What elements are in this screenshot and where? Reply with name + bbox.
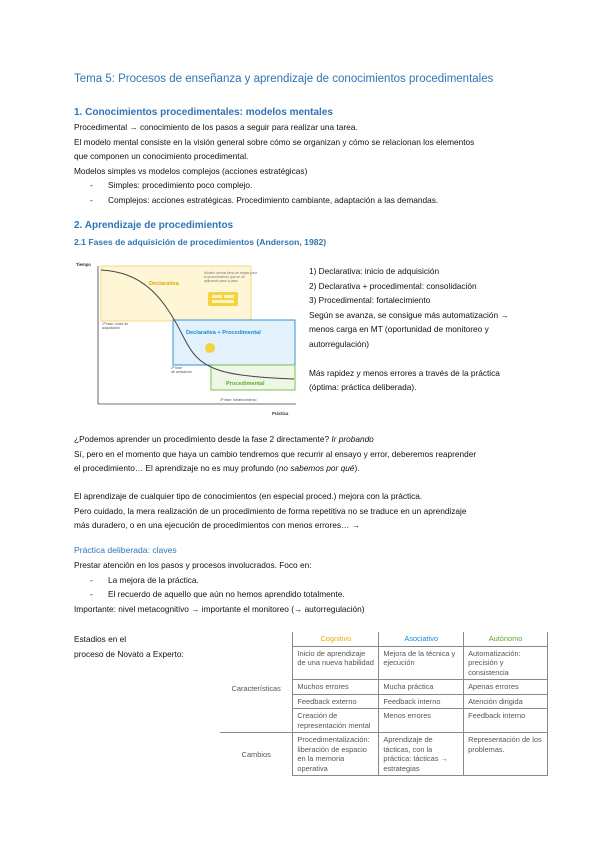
- note-left-1: 1ª fase: inicio de: [102, 322, 129, 326]
- para-procedimental: Procedimental → conocimiento de los pasos a seguir para realizar una tarea.: [74, 122, 358, 132]
- pd-importante: Importante: nivel metacognitivo → importante el monitoreo (→ autorregulación): [74, 603, 365, 614]
- answer-2c: ).: [354, 463, 360, 473]
- stages-title-2: proceso de Novato a Experto:: [74, 648, 184, 659]
- phase-2: 2) Declarativa + procedimental: consolidación: [309, 280, 477, 291]
- cell: Aprendizaje de tácticas, con la práctica: tácticas → estrategias: [379, 733, 464, 776]
- cell: Mucha práctica: [379, 680, 464, 695]
- cell: Representación de los problemas.: [464, 733, 548, 776]
- para-modelo-mental-b: que componen un conocimiento procedimental.: [74, 151, 249, 161]
- phase-3: 3) Procedimental: fortalecimiento: [309, 295, 431, 305]
- row-header-cambios: Cambios: [220, 733, 293, 776]
- para-modelos: Modelos simples vs modelos complejos (acciones estratégicas): [74, 165, 308, 176]
- pd-bullet-1: - La mejora de la práctica.: [74, 573, 526, 588]
- cell: Menos errores: [379, 709, 464, 733]
- row-header-caracteristicas: Características: [220, 646, 293, 733]
- cell: Creación de representación mental: [293, 709, 379, 733]
- box-procedimental-label: Procedimental: [226, 381, 265, 387]
- box-declarativa-label: Declarativa: [149, 281, 179, 287]
- cell: Feedback interno: [379, 694, 464, 709]
- answer-2a: el procedimiento… El aprendizaje no es muy profundo (: [74, 463, 279, 473]
- anderson-phases-chart: [74, 258, 304, 418]
- bullet-complejos: - Complejos: acciones estratégicas. Procedimiento cambiante, adaptación a las demandas.: [74, 193, 526, 208]
- section-2-heading: 2. Aprendizaje de procedimientos: [74, 220, 234, 231]
- practice-2: Pero cuidado, la mera realización de un procedimiento de forma repetitiva no se traduce en un aprendizaje: [74, 505, 467, 516]
- answer-1: Sí, pero en el momento que haya un cambio tendremos que recurrir al ensayo y error, deberemos reaprender: [74, 448, 477, 459]
- phase-1: 1) Declarativa: inicio de adquisición: [309, 266, 440, 276]
- question-text: ¿Podemos aprender un procedimiento desde la fase 2 directamente?: [74, 434, 332, 444]
- practice-1: El aprendizaje de cualquier tipo de conocimientos (en especial proced.) mejora con la práctica.: [74, 491, 423, 501]
- note-top-2: el procedimiento que se va: [204, 275, 245, 279]
- stages-title-1: Estadios en el: [74, 634, 127, 644]
- header-asociativo: Asociativo: [379, 632, 464, 646]
- advance-1: Según se avanza, se consigue más automatización →: [309, 309, 509, 320]
- rapidez-1: Más rapidez y menos errores a través de la práctica: [309, 367, 500, 378]
- note-top-3: aplicando paso a paso: [204, 279, 238, 283]
- advance-3: autorregulación): [309, 338, 369, 349]
- cell: Muchos errores: [293, 680, 379, 695]
- note-left-2b: de activación: [171, 370, 192, 374]
- practice-3: más duradero, o en una ejecución de procedimientos con menos errores… →: [74, 520, 360, 530]
- note-top: Modelo mental lleno de reglas para: [204, 271, 257, 275]
- practica-deliberada-heading: Práctica deliberada: claves: [74, 545, 177, 555]
- pd-bullet-2: - El recuerdo de aquello que aún no hemos aprendido totalmente.: [74, 587, 526, 602]
- practica-deliberada-body: [74, 558, 526, 616]
- box-decl-proc-label: Declarativa + Procedimental: [186, 330, 261, 336]
- question-block: [74, 432, 526, 476]
- cell: Procedimentalización: liberación de espacio en la memoria operativa: [293, 733, 379, 776]
- pd-intro: Prestar atención en los pasos y procesos involucrados. Foco en:: [74, 560, 312, 570]
- cell: Automatización: precisión y consistencia: [464, 646, 548, 680]
- cell: Feedback externo: [293, 694, 379, 709]
- stages-table: [220, 632, 548, 776]
- box-decl-proc: [173, 320, 295, 365]
- para-modelo-mental-a: El modelo mental consiste en la visión general sobre cómo se organizan y cómo se relacionan los elementos: [74, 136, 475, 147]
- header-autonomo: Autónomo: [464, 632, 548, 646]
- header-cognitivo: Cognitivo: [293, 632, 379, 646]
- answer-2: [74, 461, 526, 476]
- section-1-heading: 1. Conocimientos procedimentales: modelos mentales: [74, 107, 333, 118]
- chart-ylabel: Tiempo: [76, 262, 91, 267]
- answer-2b: no sabemos por qué: [278, 463, 355, 473]
- question-italic: Ir probando: [331, 434, 374, 444]
- cell: Feedback interno: [464, 709, 548, 733]
- note-left-2: 2ª fase: [171, 366, 183, 370]
- rapidez-2: (óptima: práctica deliberada).: [309, 382, 417, 392]
- section-1-body: [74, 120, 526, 207]
- chart-xlabel: Práctica: [272, 411, 289, 416]
- stages-title: [74, 632, 184, 661]
- cell: Atención dirigida: [464, 694, 548, 709]
- note-bottom: 3ª fase: fortalecimiento: [220, 398, 257, 402]
- phases-list: [309, 264, 534, 395]
- bullet-simples: - Simples: procedimiento poco complejo.: [74, 178, 526, 193]
- cell: Apenas errores: [464, 680, 548, 695]
- cell: Inicio de aprendizaje de una nueva habilidad: [293, 646, 379, 680]
- note-left-1b: adquisición: [102, 326, 120, 330]
- note-yellow-icon: [208, 292, 238, 306]
- practice-block: [74, 489, 526, 533]
- advance-2: menos carga en MT (oportunidad de monitoreo y: [309, 324, 489, 334]
- page-title: Tema 5: Procesos de enseñanza y aprendizaje de conocimientos procedimentales: [74, 73, 494, 85]
- cell: Mejora de la técnica y ejecución: [379, 646, 464, 680]
- question: [74, 432, 526, 447]
- section-2-1-heading: 2.1 Fases de adquisición de procedimientos (Anderson, 1982): [74, 237, 327, 247]
- bulb-icon: [205, 343, 215, 353]
